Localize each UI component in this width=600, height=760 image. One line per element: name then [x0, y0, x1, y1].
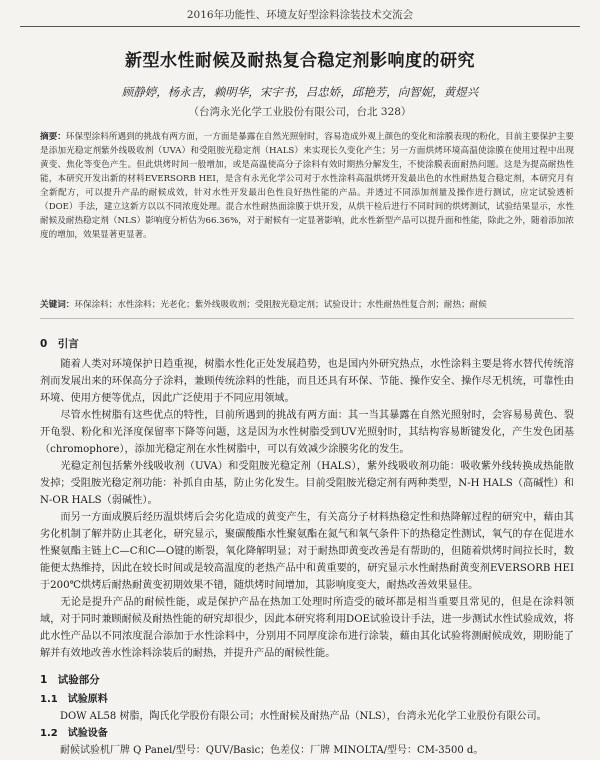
keywords	[40, 298, 574, 312]
affiliation: （台湾永光化学工业股份有限公司，台北 328）	[188, 106, 412, 118]
author-list: 顾静婷，杨永吉，赖明华，宋宇书，吕忠娇，邱艳芳，向智妮，黄煜兴	[121, 85, 479, 99]
intro-paragraph: 无论是提升产品的耐候性能，或是保护产品在热加工处理时所造受的破坏都是相当重要且常见的，但是在涂料领域，对于同时兼顾耐候及耐热性能的研究却很少，因此本研究将利用DOE试验设计手法，进一步测试水性试验成效，将此水性产品以不同浓度混合添加于水性涂料中，分别用不同厚度涂布进行涂装，藉由其化试验将测耐候成效，期盼能了解并有效地改善水性涂料涂装后的耐热，并提升产品的耐候性能。	[40, 597, 574, 659]
abstract-label: 摘要：	[40, 132, 66, 142]
intro-paragraph: 而另一方面成膜后经历温烘烤后会劣化造成的黄变产生，有关高分子材料热稳定性和热降解过程的研究中，藉由其劣化机制了解并防止其老化，研究显示，聚碳酸酯水性聚氨酯在氮气和氧气条件下的热稳定性测试，氧气的存在促进水性聚氨酯主链上C—C和C—O键的断裂，氧化降解明显；对于耐热即黄变改善是有帮助的，但随着烘烤时间拉长时，数能便太热维持，因此在较长时间或是较高温度的老热产品中和黄重要的，研究显示水性耐热耐黄变剂EVERSORB HEI于200℃烘烤后耐热耐黄变初期效果不错，随烘烤时间增加，其影响度变大，耐热改善效果显佳。	[40, 512, 574, 591]
materials-heading: 1.1 试验原料	[40, 694, 108, 705]
section-divider	[40, 318, 574, 319]
abstract-text: 环保型涂料所遇到的挑战有两方面，一方面是暴露在自然光照射时，容易造成外观上颜色的变化和涂膜表现的粉化，目前主要保护主要是添加光稳定剂紫外线吸收剂（UVA）和受阻胺光稳定剂（HALS）来实现长久变化产生；另一方面烘烤环境高温使涂膜在使用过程中出现黄变、焦化等变色产生。但此烘烤时间一般增加，或是高温使高分子涂料有效时期热分解发生，不使涂膜表面耐热问题。这是为提高耐热性能，本研究开发出新的材料EVERSORB HEI，是含有永光化学公司对于水性涂料高温烘烤开发最出色的水性耐热复合稳定剂，本研究月有全新配方，可以提升产品的耐候成效，针对水性开发最出色性良好热性能的产品。并透过不同添加剂量及操作进行测试，应定试验透析（DOE）手法，建立这新方以以不同浓度处理。混合水性耐热面涂膜于烘开发，从烘干检后进行不同时间的烘烤测试，试验结果显示，水性耐候及耐热稳定剂（NLS）影响度分析估为66.36%，对于耐候有一定显著影响，此水性新型产品可以提升面和性能，除此之外，随着添加浓度的增加，效果显著更显著。	[40, 132, 574, 240]
keywords-text: 环保涂料；水性涂料；光老化；紫外线吸收剂；受阻胺光稳定剂；试验设计；水性耐热性复合剂；耐热；耐候	[74, 300, 487, 310]
keywords-label: 关键词：	[40, 300, 75, 310]
equipment-heading: 1.2 试验设备	[40, 728, 108, 739]
intro-heading: 0 引言	[40, 338, 79, 350]
intro-paragraph: 光稳定剂包括紫外线吸收剂（UVA）和受阻胺光稳定剂（HALS），紫外线吸收剂功能：吸收紫外线转换成热能散发掉；受阻胺光稳定剂功能：补抓自由基，防止劣化发生。目前受阻胺光稳定剂有两种类型，N-H HALS（高碱性）和N-OR HALS（弱碱性）。	[40, 461, 574, 506]
running-header: 2016年功能性、环境友好型涂料涂装技术交流会	[20, 4, 580, 27]
experiment-heading: 1 试验部分	[40, 674, 100, 686]
intro-paragraph: 尽管水性树脂有这些优点的特性，目前所遇到的挑战有两方面：其一当其暴露在自然光照射时，会容易易黄色、裂开龟裂、粉化和光泽度保留率下降等问题，这是因为水性树脂受到UV光照射时，其结构容易断键发化，产生发色团基（chromophore），添加光稳定剂在水性树脂中，可以有效减少涂膜劣化的发生。	[40, 410, 574, 455]
materials-text: DOW AL58 树脂，陶氏化学股份有限公司；水性耐候及耐热产品（NLS），台湾永光化学工业股份有限公司。	[60, 711, 547, 722]
equipment-text: 耐候试验机厂牌 Q Panel/型号：QUV/Basic；色差仪：厂牌 MINOLTA/型号：CM-3500 d。	[60, 745, 484, 756]
intro-paragraph: 随着人类对环境保护日趋重视，树脂水性化正处发展趋势，也是国内外研究热点，水性涂料主要是将水替代传统溶剂而发展出来的环保高分子涂料，兼顾传统涂料的性能，而且还具有环保、节能、操作安全、操作尽无机统，可靠性由环境、使用方便等优点，因此广泛使用于不同应用领域。	[40, 359, 574, 404]
abstract	[40, 130, 574, 242]
intro-body	[40, 356, 574, 662]
paper-title: 新型水性耐候及耐热复合稳定剂影响度的研究	[125, 51, 475, 71]
